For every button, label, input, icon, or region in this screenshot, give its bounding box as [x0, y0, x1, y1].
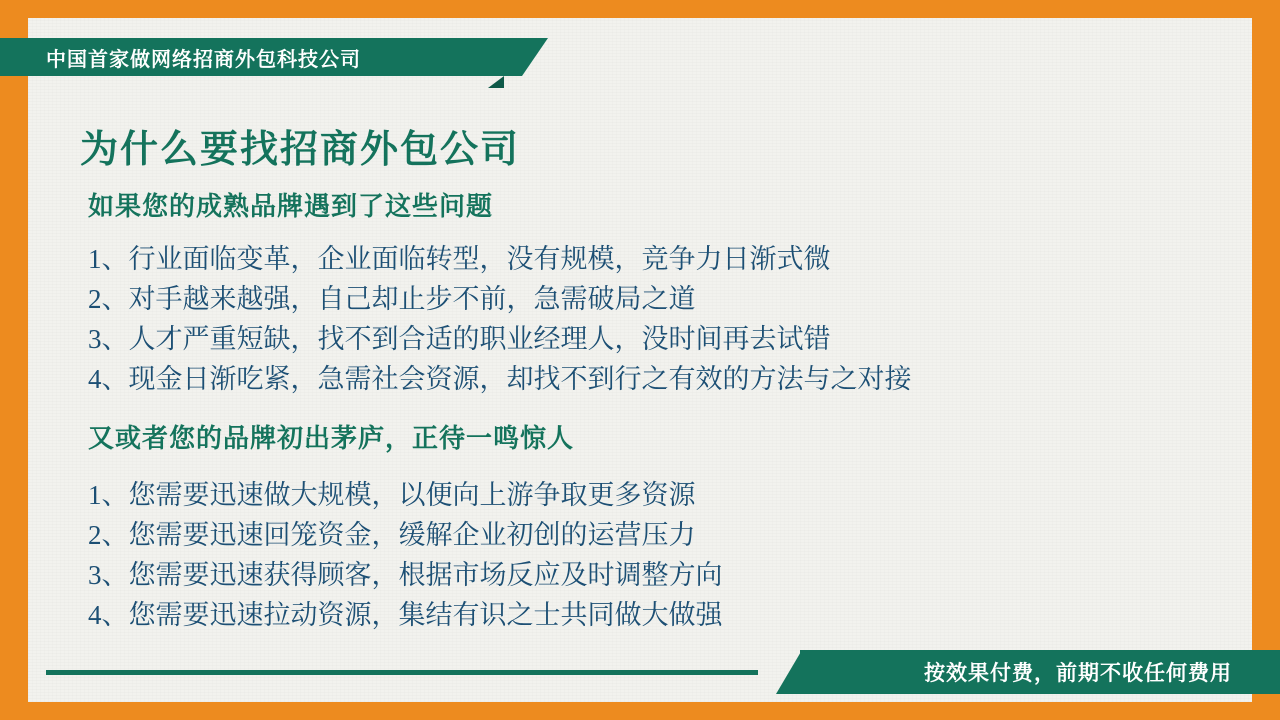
footer-rule	[46, 670, 758, 675]
section-item-list	[88, 239, 912, 399]
list-item: 3、您需要迅速获得顾客，根据市场反应及时调整方向	[88, 560, 723, 590]
list-item: 3、人才严重短缺，找不到合适的职业经理人，没时间再去试错	[88, 324, 831, 354]
footer-banner	[800, 650, 1280, 694]
section-new-brand	[88, 418, 723, 635]
header-ribbon-shadow	[488, 76, 504, 88]
section-header: 如果您的成熟品牌遇到了这些问题	[88, 191, 494, 221]
page-title: 为什么要找招商外包公司	[80, 129, 521, 171]
list-item: 2、您需要迅速回笼资金，缓解企业初创的运营压力	[88, 520, 696, 550]
footer-bar	[0, 650, 1280, 694]
header-ribbon	[0, 38, 522, 76]
list-item: 1、您需要迅速做大规模，以便向上游争取更多资源	[88, 480, 696, 510]
header-ribbon-notch	[522, 38, 548, 76]
list-item: 2、对手越来越强，自己却止步不前，急需破局之道	[88, 284, 696, 314]
section-mature-brand	[88, 186, 912, 399]
footer-label: 按效果付费，前期不收任何费用	[924, 662, 1232, 685]
list-item: 1、行业面临变革，企业面临转型，没有规模，竞争力日渐式微	[88, 244, 831, 274]
header-ribbon-label: 中国首家做网络招商外包科技公司	[46, 48, 361, 71]
section-header: 又或者您的品牌初出茅庐，正待一鸣惊人	[88, 423, 575, 453]
section-item-list	[88, 475, 723, 635]
list-item: 4、您需要迅速拉动资源，集结有识之士共同做大做强	[88, 600, 723, 630]
footer-notch	[776, 650, 802, 694]
list-item: 4、现金日渐吃紧，急需社会资源，却找不到行之有效的方法与之对接	[88, 364, 912, 394]
